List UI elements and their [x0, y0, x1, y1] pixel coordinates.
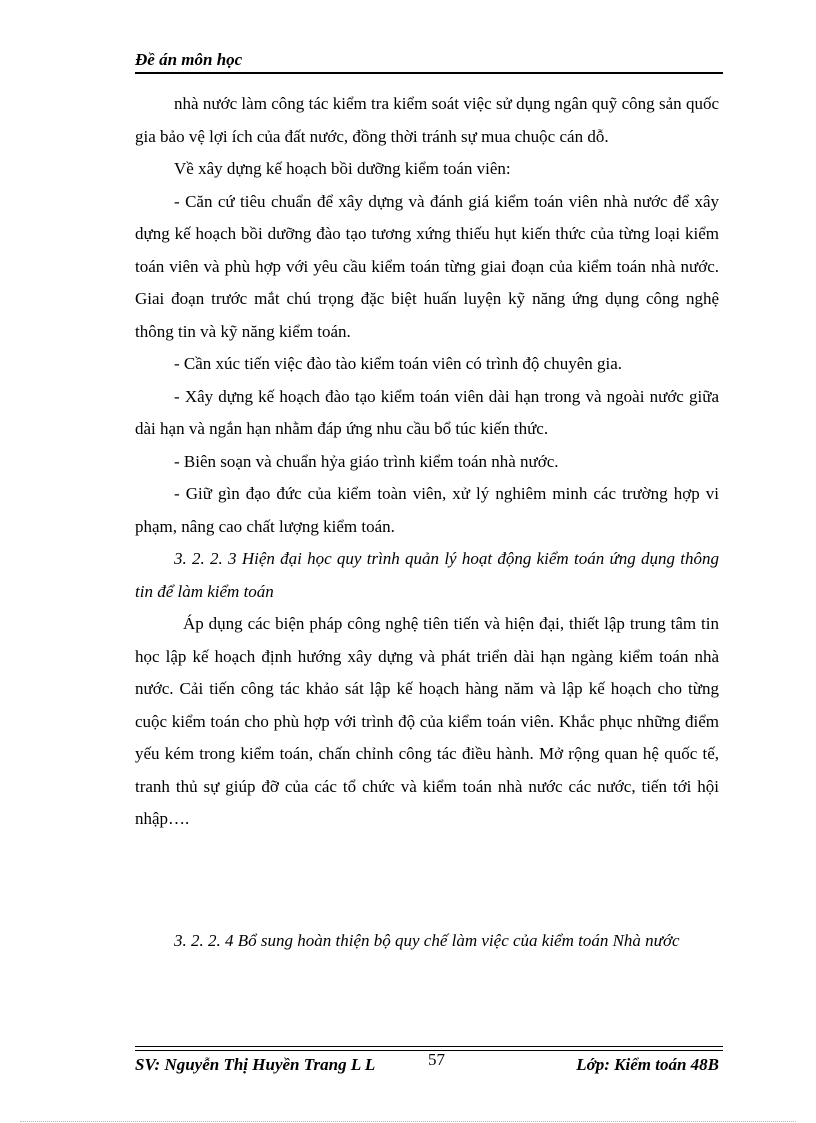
body-text-block: [135, 88, 719, 836]
paragraph: - Biên soạn và chuẩn hỷa giáo trình kiểm toán nhà nước.: [174, 451, 559, 471]
paragraph: nhà nước làm công tác kiểm tra kiểm soát việc sử dụng ngân quỹ công sản quốc gia bảo vệ lợi ích của đất nước, đồng thời tránh sự mua chuộc cán dỗ.: [135, 94, 719, 146]
paragraph: - Giữ gìn đạo đức của kiểm toàn viên, xử lý nghiêm minh các trường hợp vi phạm, nâng cao chất lượng kiểm toán.: [135, 484, 719, 536]
header-title: Đề án môn học: [135, 50, 243, 69]
section-2-block: [135, 925, 719, 958]
footer-class: Lớp: Kiểm toán 48B: [576, 1055, 719, 1074]
paragraph: - Xây dựng kế hoạch đào tạo kiểm toán viên dài hạn trong và ngoài nước giữa dài hạn và ngắn hạn nhằm đáp ứng nhu cầu bổ túc kiến thức.: [135, 386, 719, 438]
paragraph: Về xây dựng kế hoạch bồi dưỡng kiểm toán viên:: [174, 159, 511, 178]
section-body: Áp dụng các biện pháp công nghệ tiên tiến và hiện đại, thiết lập trung tâm tin học lập kế hoạch định hướng xây dựng và phát triển dài hạn ngàng kiểm toán nhà nước. Cải tiến công tác khảo sát lập kế hoạch hàng năm và lập kế hoạch cho từng cuộc kiểm toán cho phù hợp với trình độ của kiểm toán viên. Khắc phục những điểm yếu kém trong kiểm toán, chấn chỉnh công tác điều hành. Mở rộng quan hệ quốc tế, tranh thủ sự giúp đỡ của các tổ chức và kiểm toán nhà nước các nước, tiến tới hội nhập….: [135, 614, 719, 828]
page-number: 57: [428, 1050, 445, 1069]
paragraph: - Căn cứ tiêu chuẩn để xây dựng và đánh giá kiểm toán viên nhà nước để xây dựng kế hoạch bồi dưỡng đào tạo tương xứng thiếu hụt kiến thức của từng loại kiểm toán viên và phù hợp với yêu cầu kiểm toán từng giai đoạn của kiểm toán nhà nước. Giai đoạn trước mắt chú trọng đặc biệt huấn luyện kỹ năng ứng dụng công nghệ thông tin và kỹ năng kiểm toán.: [135, 191, 719, 341]
page-edge-divider: [20, 1121, 796, 1122]
section-heading: 3. 2. 2. 4 Bổ sung hoàn thiện bộ quy chế làm việc của kiểm toán Nhà nước: [174, 931, 680, 950]
page-header: [135, 50, 723, 74]
paragraph: - Cần xúc tiến việc đào tào kiểm toán viên có trình độ chuyên gia.: [174, 354, 623, 373]
section-heading: 3. 2. 2. 3 Hiện đại học quy trình quản lý hoạt động kiểm toán ứng dụng thông tin để làm kiểm toán: [135, 549, 719, 601]
footer-student: SV: Nguyễn Thị Huyền Trang L L: [135, 1055, 376, 1074]
